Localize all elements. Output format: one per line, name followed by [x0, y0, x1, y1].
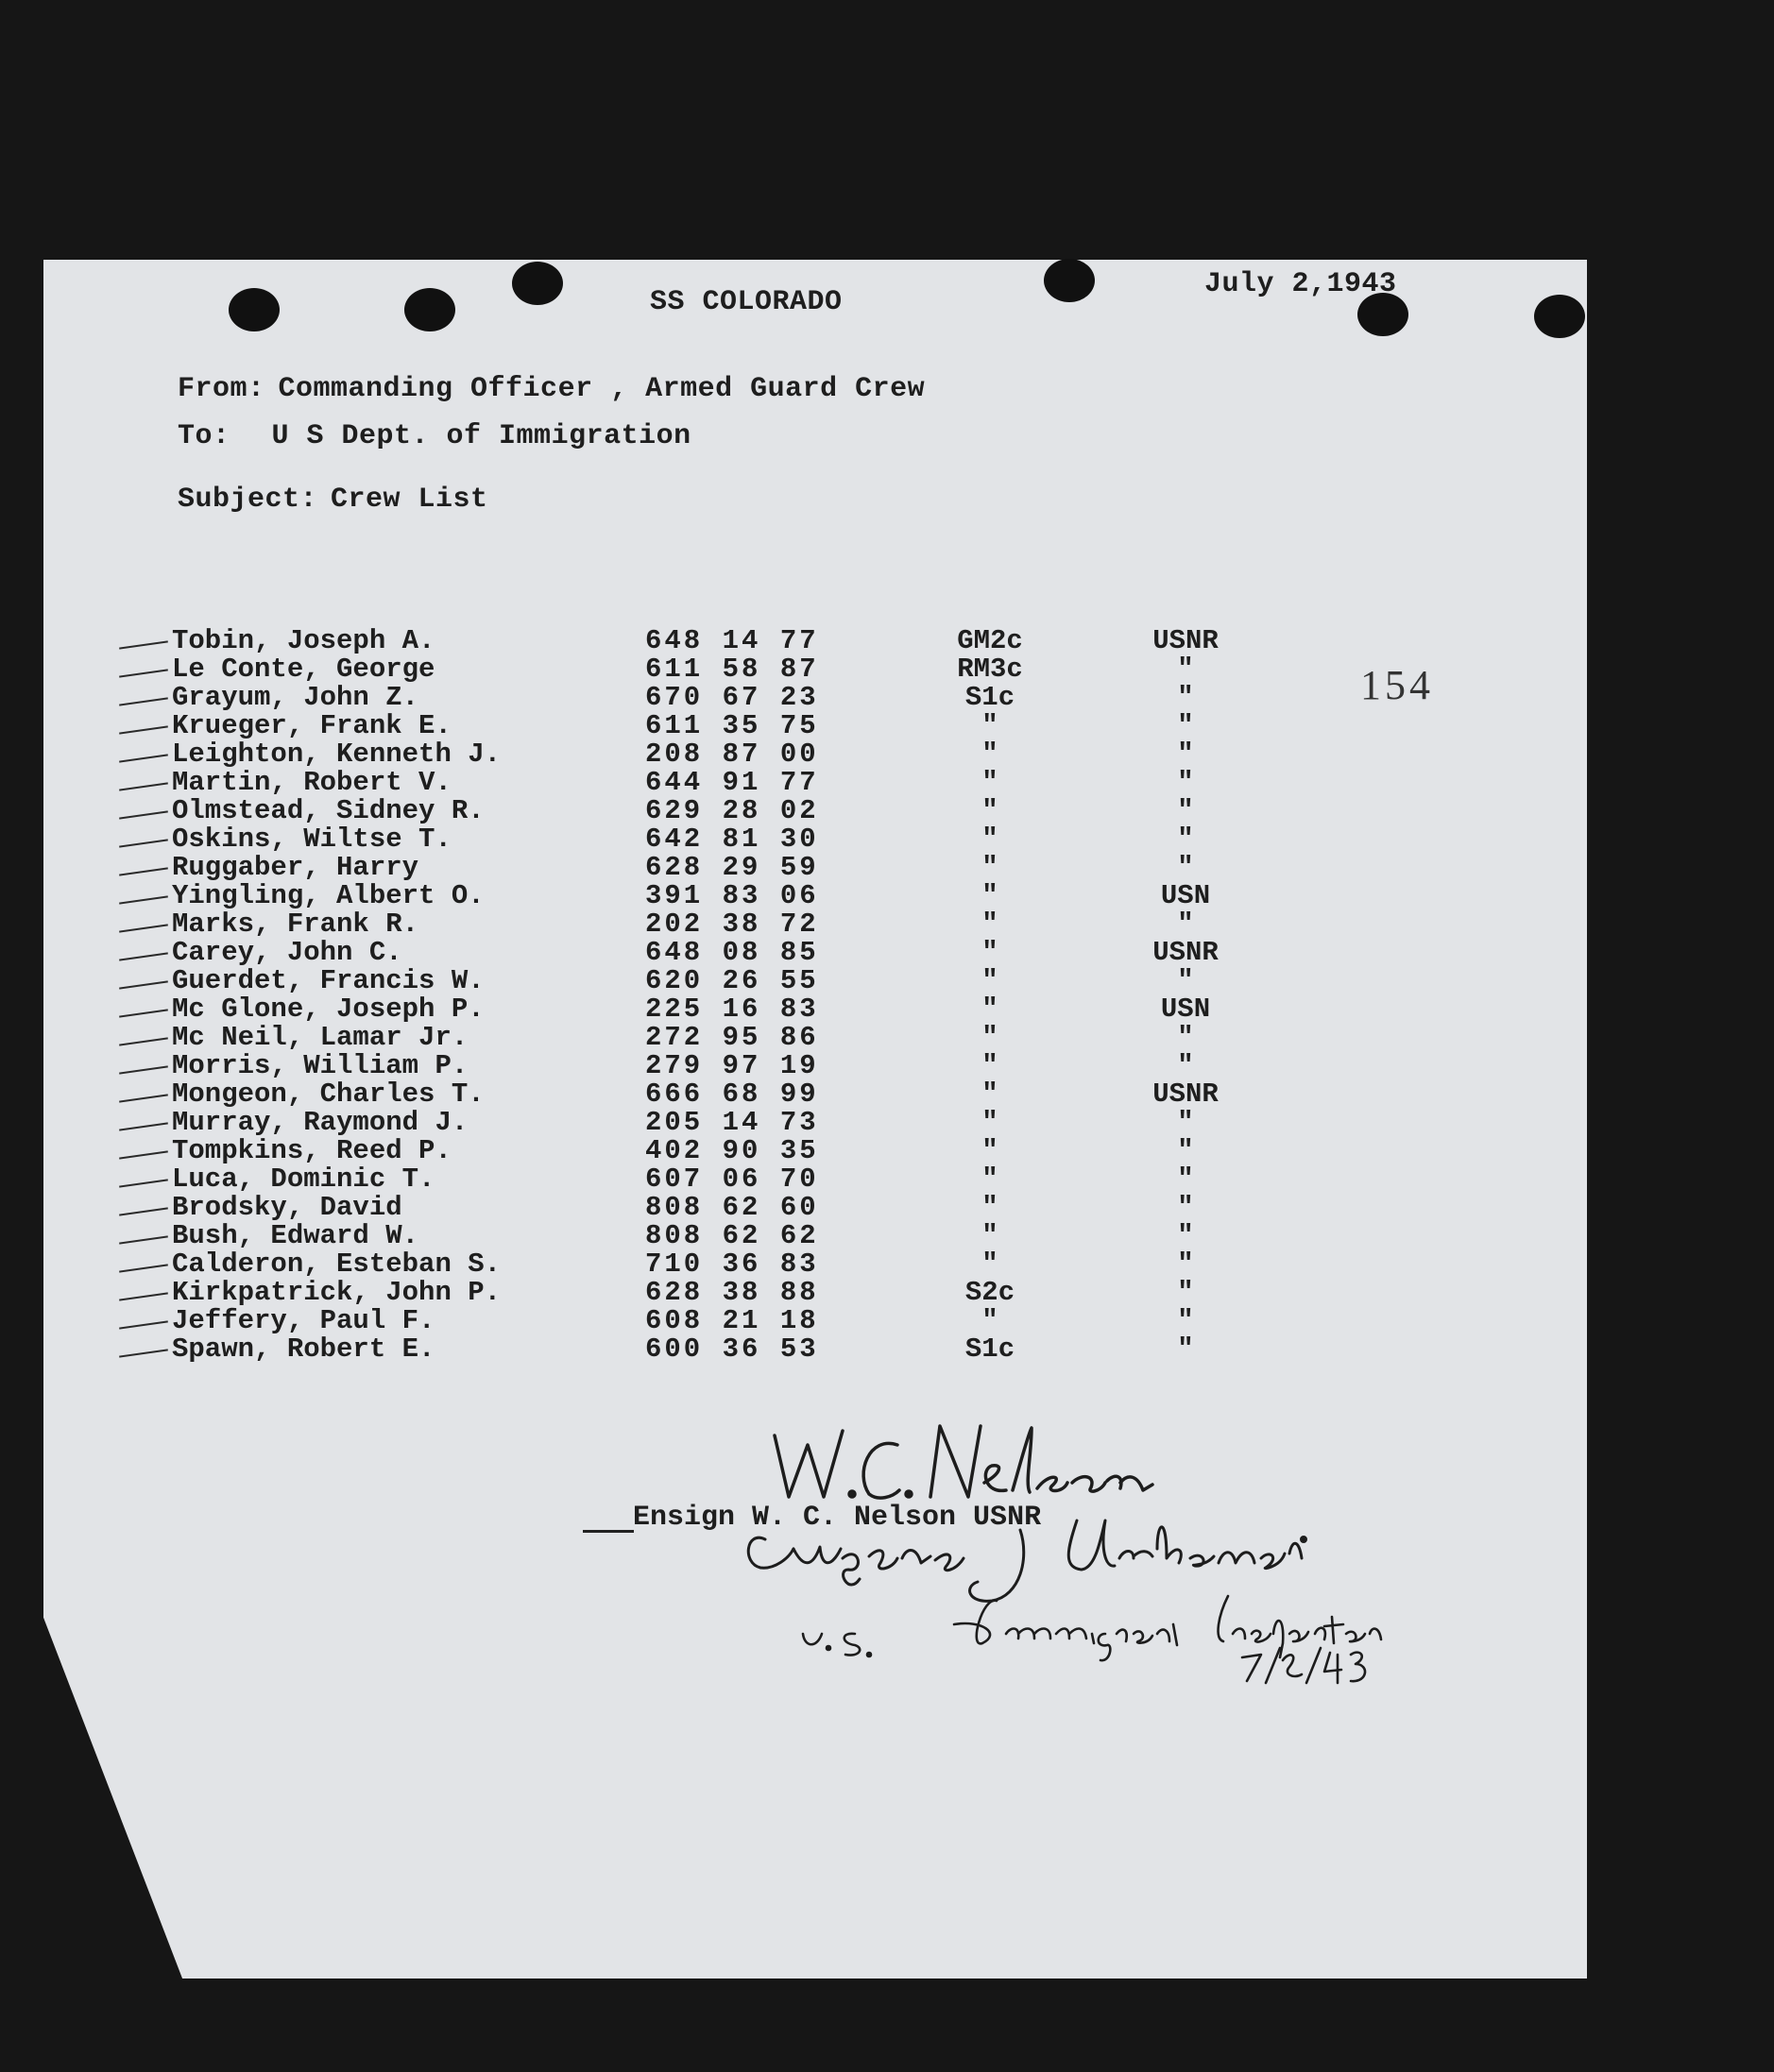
rating: " [981, 1050, 998, 1081]
rating: " [981, 1163, 998, 1195]
service-number: 611 35 75 [645, 710, 819, 741]
service-number: 670 67 23 [645, 682, 819, 713]
rating: " [981, 1135, 998, 1166]
service-branch: " [1177, 1220, 1194, 1251]
crew-name: Murray, Raymond J. [172, 1107, 469, 1138]
rating: " [981, 965, 998, 996]
rating: " [981, 1248, 998, 1280]
to-value: U S Dept. of Immigration [271, 420, 691, 452]
rating: " [981, 739, 998, 770]
service-number: 629 28 02 [645, 795, 819, 826]
service-branch: " [1177, 824, 1194, 855]
rating: " [981, 1192, 998, 1223]
service-number: 208 87 00 [645, 739, 819, 770]
document-date: July 2,1943 [1204, 268, 1397, 300]
service-number: 666 68 99 [645, 1078, 819, 1110]
crew-name: Kirkpatrick, John P. [172, 1277, 502, 1308]
service-number: 391 83 06 [645, 880, 819, 911]
service-number: 611 58 87 [645, 654, 819, 685]
service-number: 202 38 72 [645, 909, 819, 940]
service-number: 648 08 85 [645, 937, 819, 968]
service-branch: USNR [1152, 1078, 1219, 1110]
crew-name: Olmstead, Sidney R. [172, 795, 485, 826]
service-branch: USNR [1152, 937, 1219, 968]
rating: GM2c [957, 625, 1023, 656]
service-branch: " [1177, 710, 1194, 741]
crew-name: Mc Glone, Joseph P. [172, 994, 485, 1025]
crew-name: Bush, Edward W. [172, 1220, 419, 1251]
service-branch: " [1177, 1107, 1194, 1138]
service-number: 620 26 55 [645, 965, 819, 996]
crew-name: Grayum, John Z. [172, 682, 419, 713]
rating: " [981, 824, 998, 855]
service-number: 205 14 73 [645, 1107, 819, 1138]
crew-name: Tompkins, Reed P. [172, 1135, 452, 1166]
service-number: 225 16 83 [645, 994, 819, 1025]
crew-name: Brodsky, David [172, 1192, 402, 1223]
punch-hole [512, 262, 563, 305]
to-label: To: [178, 420, 230, 452]
service-branch: " [1177, 1135, 1194, 1166]
service-branch: " [1177, 1192, 1194, 1223]
service-number: 600 36 53 [645, 1333, 819, 1365]
service-branch: USN [1160, 880, 1211, 911]
service-number: 628 29 59 [645, 852, 819, 883]
service-number: 644 91 77 [645, 767, 819, 798]
service-branch: " [1177, 1050, 1194, 1081]
service-branch: USN [1160, 994, 1211, 1025]
from-line [178, 373, 925, 405]
crew-name: Spawn, Robert E. [172, 1333, 435, 1365]
service-branch: " [1177, 1305, 1194, 1336]
crew-name: Morris, William P. [172, 1050, 469, 1081]
crew-name: Jeffery, Paul F. [172, 1305, 435, 1336]
crew-name: Ruggaber, Harry [172, 852, 419, 883]
ship-title: SS COLORADO [650, 286, 843, 318]
rating: S1c [964, 682, 1015, 713]
service-number: 402 90 35 [645, 1135, 819, 1166]
crew-name: Mc Neil, Lamar Jr. [172, 1022, 469, 1053]
service-branch: " [1177, 654, 1194, 685]
rating: " [981, 1078, 998, 1110]
service-branch: " [1177, 1022, 1194, 1053]
page-number: 154 [1360, 662, 1434, 708]
rating: " [981, 994, 998, 1025]
rating: " [981, 880, 998, 911]
service-branch: " [1177, 909, 1194, 940]
service-number: 272 95 86 [645, 1022, 819, 1053]
crew-name: Oskins, Wiltse T. [172, 824, 452, 855]
rating: " [981, 1305, 998, 1336]
service-branch: " [1177, 795, 1194, 826]
rating: " [981, 852, 998, 883]
service-number: 607 06 70 [645, 1163, 819, 1195]
handwritten-signatures [737, 1407, 1530, 1690]
punch-hole [1044, 259, 1095, 302]
from-value: Commanding Officer , Armed Guard Crew [278, 373, 926, 405]
inspector-signature [748, 1520, 1305, 1601]
from-label: From: [178, 373, 265, 405]
inspector-title-handwritten [803, 1596, 1381, 1660]
rating: " [981, 1107, 998, 1138]
service-branch: " [1177, 1277, 1194, 1308]
service-number: 808 62 60 [645, 1192, 819, 1223]
service-number: 808 62 62 [645, 1220, 819, 1251]
signature-typed-name: Ensign W. C. Nelson USNR [633, 1502, 1042, 1534]
crew-name: Krueger, Frank E. [172, 710, 452, 741]
service-number: 710 36 83 [645, 1248, 819, 1280]
service-branch: " [1177, 965, 1194, 996]
crew-name: Guerdet, Francis W. [172, 965, 485, 996]
signature-tick [583, 1530, 634, 1533]
rating: " [981, 1220, 998, 1251]
subject-value: Crew List [331, 484, 488, 516]
officer-signature [775, 1426, 1152, 1498]
rating: S1c [964, 1333, 1015, 1365]
punch-hole [229, 288, 280, 331]
service-number: 628 38 88 [645, 1277, 819, 1308]
subject-label: Subject: [178, 484, 318, 516]
service-number: 279 97 19 [645, 1050, 819, 1081]
crew-name: Mongeon, Charles T. [172, 1078, 485, 1110]
crew-name: Leighton, Kenneth J. [172, 739, 502, 770]
rating: " [981, 710, 998, 741]
rating: " [981, 767, 998, 798]
service-branch: " [1177, 852, 1194, 883]
rating: S2c [964, 1277, 1015, 1308]
crew-name: Carey, John C. [172, 937, 402, 968]
crew-name: Tobin, Joseph A. [172, 625, 435, 656]
service-branch: " [1177, 1333, 1194, 1365]
rating: RM3c [957, 654, 1023, 685]
rating: " [981, 795, 998, 826]
crew-name: Martin, Robert V. [172, 767, 452, 798]
crew-name: Le Conte, George [172, 654, 435, 685]
service-number: 608 21 18 [645, 1305, 819, 1336]
punch-hole [1534, 295, 1585, 338]
service-branch: " [1177, 767, 1194, 798]
handwritten-date [1242, 1648, 1365, 1683]
crew-name: Luca, Dominic T. [172, 1163, 435, 1195]
service-branch: " [1177, 739, 1194, 770]
rating: " [981, 1022, 998, 1053]
service-branch: USNR [1152, 625, 1219, 656]
service-number: 648 14 77 [645, 625, 819, 656]
rating: " [981, 937, 998, 968]
subject-line [178, 484, 488, 516]
service-number: 642 81 30 [645, 824, 819, 855]
punch-hole [404, 288, 455, 331]
crew-name: Marks, Frank R. [172, 909, 419, 940]
crew-name: Yingling, Albert O. [172, 880, 485, 911]
service-branch: " [1177, 1248, 1194, 1280]
rating: " [981, 909, 998, 940]
service-branch: " [1177, 682, 1194, 713]
to-line [178, 420, 691, 452]
crew-name: Calderon, Esteban S. [172, 1248, 502, 1280]
service-branch: " [1177, 1163, 1194, 1195]
